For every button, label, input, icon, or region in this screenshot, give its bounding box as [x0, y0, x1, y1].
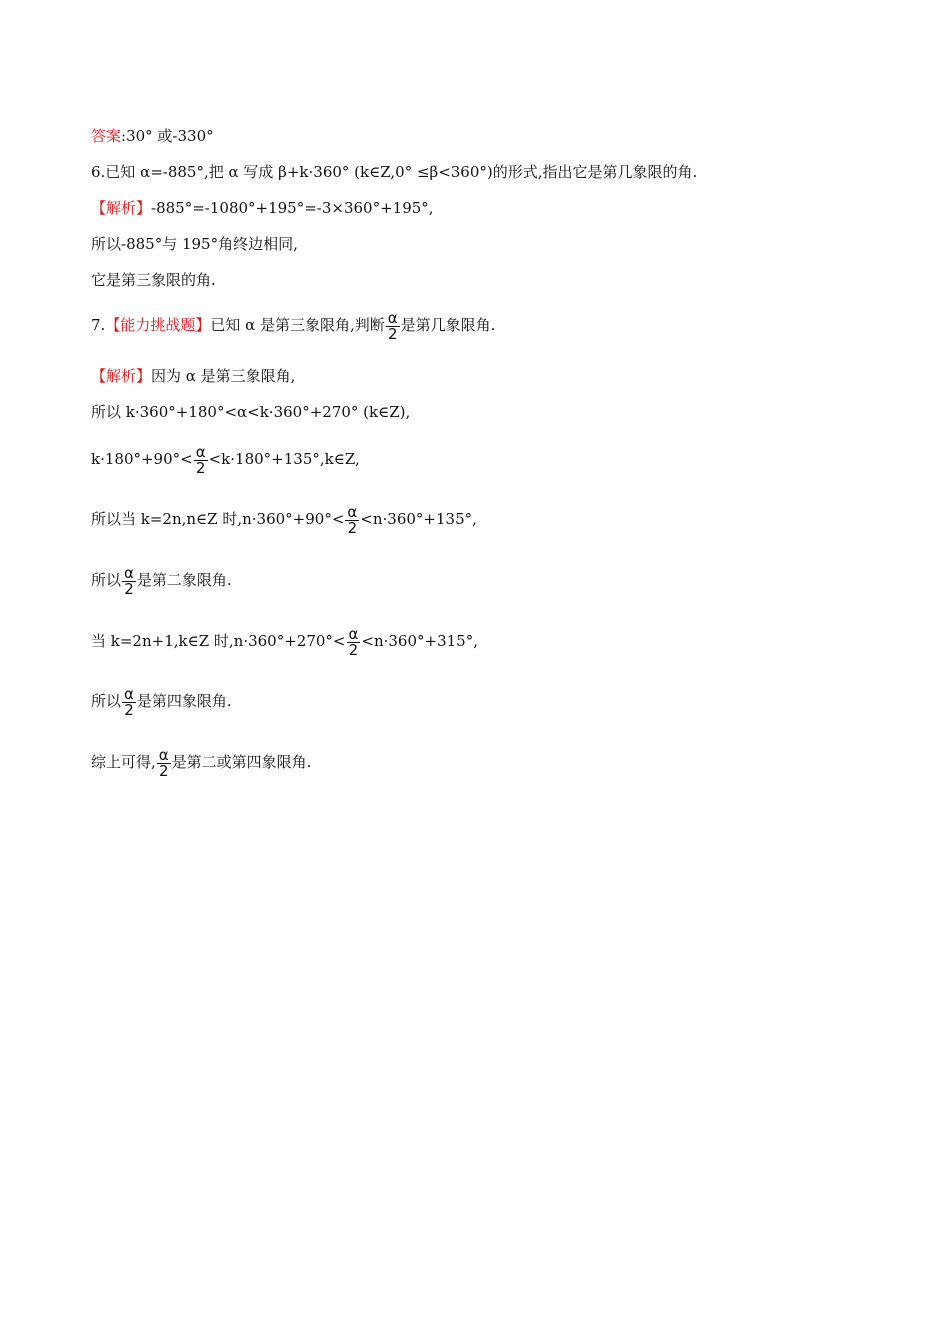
inequality-left: 所以当 k=2n,n∈Z 时,n·360°+90°< — [91, 510, 345, 528]
answer-line — [91, 126, 214, 146]
fraction-numerator: α — [195, 442, 206, 461]
q6-analysis-line3: 它是第三象限的角. — [91, 271, 216, 289]
inequality-left: 当 k=2n+1,k∈Z 时,n·360°+270°< — [91, 632, 346, 650]
fraction-denominator: 2 — [194, 460, 208, 476]
fraction-numerator: α — [158, 745, 169, 764]
fraction-denominator: 2 — [347, 642, 361, 658]
q7-analysis-line1 — [91, 366, 295, 386]
fraction-denominator: 2 — [122, 581, 136, 597]
fraction-numerator: α — [387, 308, 398, 327]
text-pre: 所以 — [91, 692, 122, 710]
fraction-alpha-over-2 — [347, 624, 361, 659]
fraction-denominator: 2 — [386, 326, 400, 342]
q7-analysis-line2: 所以 k·360°+180°<α<k·360°+270° (k∈Z), — [91, 403, 411, 421]
text-post: 是第二或第四象限角. — [171, 753, 312, 771]
fraction-denominator: 2 — [345, 520, 359, 536]
q7-analysis-line8 — [91, 743, 311, 781]
fraction-alpha-over-2 — [345, 502, 359, 537]
question-6: 6.已知 α=-885°,把 α 写成 β+k·360° (k∈Z,0° ≤β<360°)的形式,指出它是第几象限的角. — [91, 163, 698, 181]
fraction-alpha-over-2 — [122, 563, 136, 598]
challenge-tag: 【能力挑战题】 — [105, 316, 211, 334]
inequality-right: <n·360°+135°, — [360, 510, 477, 528]
answer-label: 答案 — [91, 127, 122, 145]
answer-text: :30° 或-330° — [121, 127, 214, 145]
fraction-numerator: α — [347, 502, 358, 521]
q7-analysis-line3 — [91, 440, 360, 478]
text-pre: 综上可得, — [91, 753, 156, 771]
q7-analysis-line4 — [91, 500, 477, 538]
q7-analysis-text1: 因为 α 是第三象限角, — [151, 367, 296, 385]
fraction-alpha-over-2 — [386, 308, 400, 343]
question-7 — [91, 306, 495, 344]
q7-analysis-line7 — [91, 682, 232, 720]
q7-text-after: 是第几象限角. — [400, 316, 496, 334]
fraction-numerator: α — [348, 624, 359, 643]
q6-analysis-text1: -885°=-1080°+195°=-3×360°+195°, — [151, 199, 434, 217]
analysis-label: 【解析】 — [91, 199, 152, 217]
text-post: 是第二象限角. — [136, 571, 232, 589]
q6-analysis-line2: 所以-885°与 195°角终边相同, — [91, 235, 298, 253]
q7-analysis-line6 — [91, 622, 478, 660]
fraction-alpha-over-2 — [194, 442, 208, 477]
fraction-alpha-over-2 — [157, 745, 171, 780]
fraction-alpha-over-2 — [122, 684, 136, 719]
q7-text-before: 已知 α 是第三象限角,判断 — [210, 316, 385, 334]
q7-analysis-line5 — [91, 561, 232, 599]
text-pre: 所以 — [91, 571, 122, 589]
analysis-label: 【解析】 — [91, 367, 152, 385]
inequality-right: <n·360°+315°, — [361, 632, 478, 650]
q6-analysis-line1 — [91, 198, 434, 218]
text-post: 是第四象限角. — [136, 692, 232, 710]
fraction-denominator: 2 — [157, 763, 171, 779]
inequality-left: k·180°+90°< — [91, 450, 193, 468]
inequality-right: <k·180°+135°,k∈Z, — [208, 450, 360, 468]
fraction-numerator: α — [124, 684, 134, 703]
fraction-numerator: α — [124, 563, 134, 582]
fraction-denominator: 2 — [122, 702, 136, 718]
q7-number: 7. — [91, 316, 106, 334]
